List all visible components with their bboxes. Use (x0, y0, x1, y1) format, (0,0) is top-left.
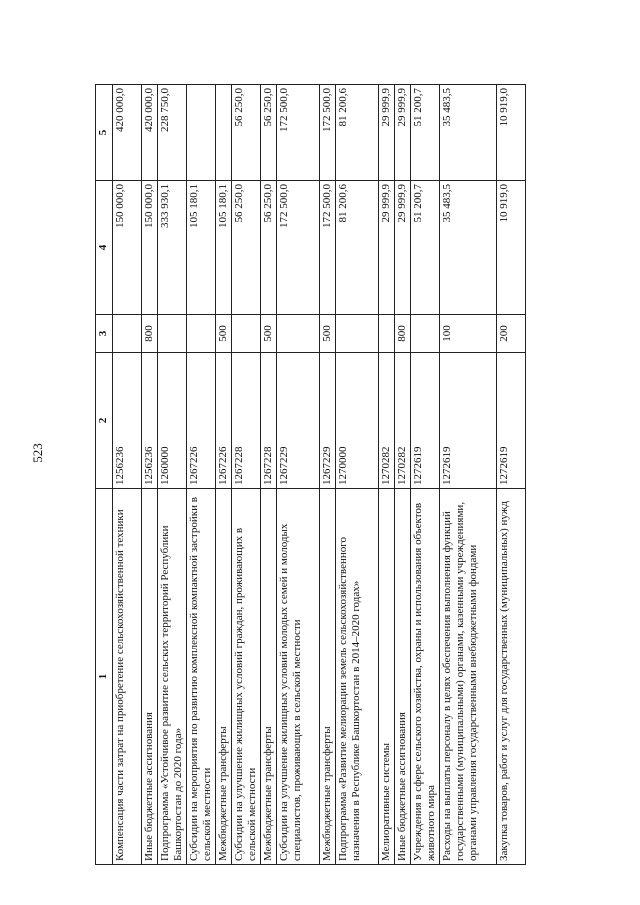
table-row (187, 85, 216, 865)
row-amount-1: 172 500,0 (320, 181, 336, 315)
row-name: Иные бюджетные ассигнования (395, 489, 411, 865)
row-amount-1: 10 919,0 (497, 181, 526, 315)
row-amount-2: 51 200,7 (411, 85, 440, 181)
row-amount-1: 56 250,0 (232, 181, 261, 315)
row-code: 1256236 (142, 353, 158, 489)
table-row (216, 85, 232, 865)
row-code: 1272619 (497, 353, 526, 489)
row-amount-1: 51 200,7 (411, 181, 440, 315)
row-code: 1272619 (440, 353, 497, 489)
row-name: Субсидии на улучшение жилищных условий граждан, проживающих в сельской местности (232, 489, 261, 865)
row-expense-type (187, 315, 216, 353)
row-amount-2: 420 000,0 (113, 85, 142, 181)
row-code: 1256236 (113, 353, 142, 489)
row-amount-2: 29 999,9 (379, 85, 395, 181)
row-amount-1: 333 930,1 (158, 181, 187, 315)
row-name: Закупка товаров, работ и услуг для государственных (муниципальных) нужд (497, 489, 526, 865)
row-amount-1: 29 999,9 (395, 181, 411, 315)
row-name: Субсидии на улучшение жилищных условий молодых семей и молодых специалистов, проживающих в сельской местности (277, 489, 320, 865)
row-amount-2: 56 250,0 (232, 85, 261, 181)
table-row (411, 85, 440, 865)
row-amount-2 (216, 85, 232, 181)
table-row (379, 85, 395, 865)
row-name: Подпрограмма «Развитие мелиорации земель сельскохозяйственного назначения в Республике Башкортостан в 2014–2020 годах» (336, 489, 379, 865)
table-row (261, 85, 277, 865)
row-amount-2 (187, 85, 216, 181)
row-expense-type: 500 (320, 315, 336, 353)
row-code: 1267226 (216, 353, 232, 489)
header-row (96, 85, 113, 865)
header-col-5: 5 (96, 85, 113, 181)
table-row (497, 85, 526, 865)
row-name: Подпрограмма «Устойчивое развитие сельских территорий Республики Башкортостан до 2020 года» (158, 489, 187, 865)
row-code: 1260000 (158, 353, 187, 489)
row-code: 1270000 (336, 353, 379, 489)
row-amount-2: 56 250,0 (261, 85, 277, 181)
table-row (320, 85, 336, 865)
row-code: 1267228 (232, 353, 261, 489)
row-name: Расходы на выплаты персоналу в целях обеспечения выполнения функций государственными (муниципальными) органами, казенными учреждениями, органами управления государственными внебюджетными фондами (440, 489, 497, 865)
row-expense-type: 100 (440, 315, 497, 353)
row-code: 1270282 (379, 353, 395, 489)
row-amount-1: 150 000,0 (113, 181, 142, 315)
row-amount-2: 172 500,0 (277, 85, 320, 181)
rotated-table-wrapper (95, 85, 640, 865)
row-name: Межбюджетные трансферты (261, 489, 277, 865)
row-amount-2: 81 200,6 (336, 85, 379, 181)
row-name: Межбюджетные трансферты (216, 489, 232, 865)
row-code: 1270282 (395, 353, 411, 489)
row-amount-1: 105 180,1 (216, 181, 232, 315)
row-amount-2: 228 750,0 (158, 85, 187, 181)
row-expense-type: 200 (497, 315, 526, 353)
header-col-1: 1 (96, 489, 113, 865)
row-expense-type (158, 315, 187, 353)
row-code: 1267228 (261, 353, 277, 489)
row-code: 1272619 (411, 353, 440, 489)
table-row (113, 85, 142, 865)
row-expense-type (113, 315, 142, 353)
row-amount-2: 172 500,0 (320, 85, 336, 181)
row-name: Мелиоративные системы (379, 489, 395, 865)
row-amount-2: 420 000,0 (142, 85, 158, 181)
row-name: Компенсация части затрат на приобретение сельскохозяйственной техники (113, 489, 142, 865)
table-row (158, 85, 187, 865)
row-expense-type (232, 315, 261, 353)
row-name: Межбюджетные трансферты (320, 489, 336, 865)
budget-table (95, 84, 526, 865)
row-name: Учреждения в сфере сельского хозяйства, охраны и использования объектов животного мира (411, 489, 440, 865)
row-amount-2: 29 999,9 (395, 85, 411, 181)
table-row (395, 85, 411, 865)
row-amount-2: 35 483,5 (440, 85, 497, 181)
row-expense-type: 800 (395, 315, 411, 353)
row-expense-type: 500 (216, 315, 232, 353)
table-row (277, 85, 320, 865)
row-amount-1: 81 200,6 (336, 181, 379, 315)
table-row (232, 85, 261, 865)
header-col-4: 4 (96, 181, 113, 315)
row-code: 1267229 (277, 353, 320, 489)
row-expense-type: 800 (142, 315, 158, 353)
row-code: 1267226 (187, 353, 216, 489)
row-expense-type (411, 315, 440, 353)
row-expense-type (336, 315, 379, 353)
row-code: 1267229 (320, 353, 336, 489)
row-name: Иные бюджетные ассигнования (142, 489, 158, 865)
row-expense-type (277, 315, 320, 353)
row-expense-type (379, 315, 395, 353)
row-amount-1: 56 250,0 (261, 181, 277, 315)
row-amount-2: 10 919,0 (497, 85, 526, 181)
page-number: 523 (30, 443, 45, 463)
table-row (142, 85, 158, 865)
header-col-2: 2 (96, 353, 113, 489)
row-amount-1: 29 999,9 (379, 181, 395, 315)
table-row (440, 85, 497, 865)
row-amount-1: 150 000,0 (142, 181, 158, 315)
row-amount-1: 35 483,5 (440, 181, 497, 315)
row-name: Субсидии на мероприятия по развитию комплексной компактной застройки в сельской местности (187, 489, 216, 865)
table-row (336, 85, 379, 865)
row-amount-1: 172 500,0 (277, 181, 320, 315)
row-expense-type: 500 (261, 315, 277, 353)
header-col-3: 3 (96, 315, 113, 353)
row-amount-1: 105 180,1 (187, 181, 216, 315)
